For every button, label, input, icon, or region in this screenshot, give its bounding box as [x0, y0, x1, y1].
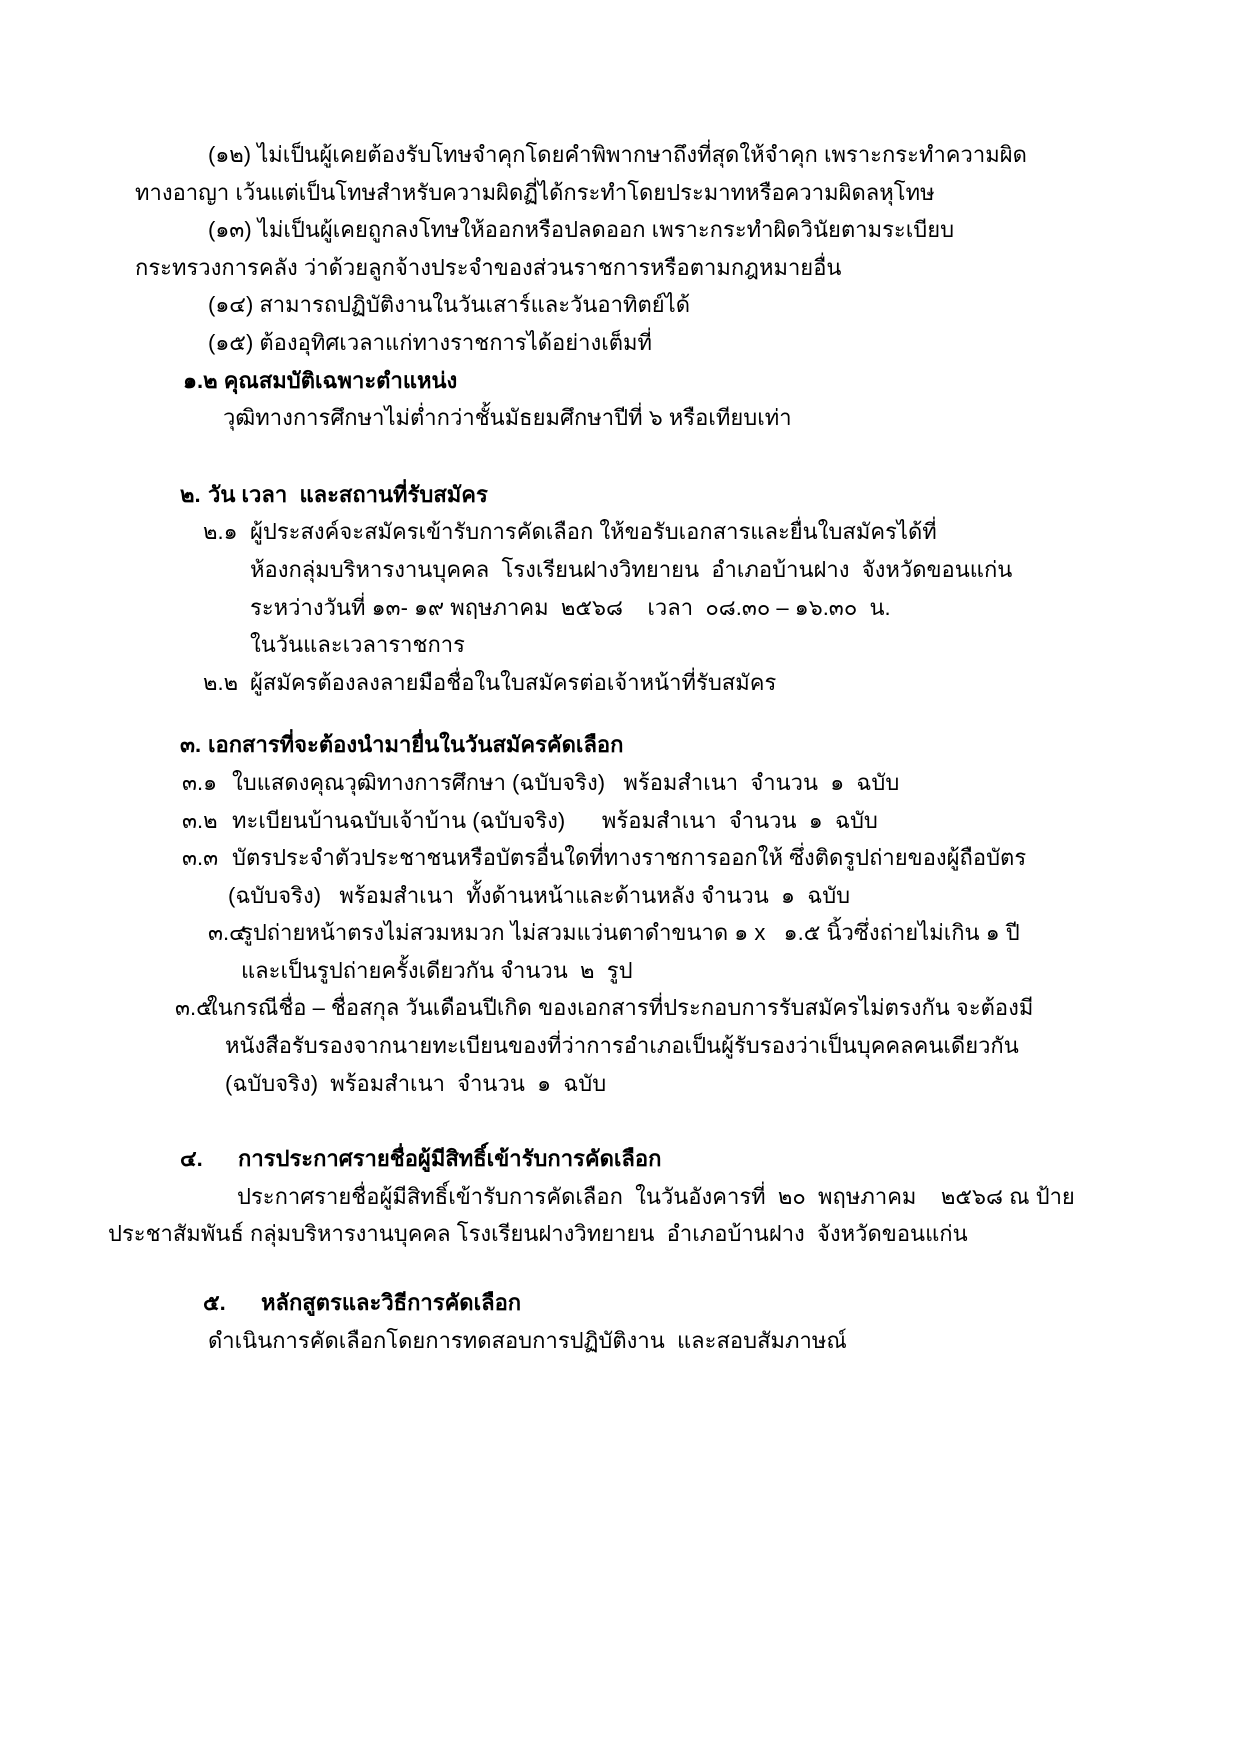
item-2-2	[203, 664, 1153, 702]
item-3-3-line-2: (ฉบับจริง) พร้อมสำเนา ทั้งด้านหน้าและด้านหลัง จำนวน ๑ ฉบับ	[228, 882, 851, 908]
item-3-3	[182, 839, 1153, 877]
item-3-1-text: ใบแสดงคุณวุฒิทางการศึกษา (ฉบับจริง) พร้อมสำเนา จำนวน ๑ ฉบับ	[232, 769, 900, 795]
item-2-1	[203, 513, 1153, 551]
item-3-4-line-2: และเป็นรูปถ่ายครั้งเดียวกัน จำนวน ๒ รูป	[241, 957, 633, 983]
item-3-4-number: ๓.๔	[208, 920, 246, 946]
item-3-3-number: ๓.๓	[182, 845, 219, 871]
section-2-number: ๒.	[180, 481, 201, 507]
item-2-1-text: ผู้ประสงค์จะสมัครเข้ารับการคัดเลือก ให้ขอรับเอกสารและยื่นใบสมัครได้ที่	[250, 519, 937, 545]
section-2-title: วัน เวลา และสถานที่รับสมัคร	[208, 481, 488, 507]
item-3-5-line-3: (ฉบับจริง) พร้อมสำเนา จำนวน ๑ ฉบับ	[225, 1070, 607, 1096]
document-content	[108, 136, 1153, 1359]
section-5-number: ๕.	[203, 1290, 226, 1316]
section-3-title: เอกสารที่จะต้องนำมายื่นในวันสมัครคัดเลือก	[208, 732, 624, 758]
spacer	[108, 1102, 1153, 1140]
clause-13-line-2: กระทรวงการคลัง ว่าด้วยลูกจ้างประจำของส่วนราชการหรือตามกฎหมายอื่น	[135, 254, 842, 280]
clause-12-line-1: (๑๒) ไม่เป็นผู้เคยต้องรับโทษจำคุกโดยคำพิพากษาถึงที่สุดให้จำคุก เพราะกระทำความผิด	[208, 142, 1027, 167]
spacer	[108, 437, 1153, 476]
section-2-heading	[180, 476, 1153, 514]
item-3-1	[182, 764, 1153, 802]
item-3-2	[182, 802, 1153, 840]
section-3-heading	[180, 726, 1153, 764]
section-5-heading	[203, 1284, 1153, 1322]
spacer	[108, 701, 1153, 726]
clause-12-line-2: ทางอาญา เว้นแต่เป็นโทษสำหรับความผิดฏี่ได้กระทำโดยประมาทหรือความผิดลหุโทษ	[135, 179, 935, 205]
item-3-5-line-2: หนังสือรับรองจากนายทะเบียนของที่ว่าการอำเภอเป็นผู้รับรองว่าเป็นบุคคลคนเดียวกัน	[225, 1033, 1019, 1059]
item-3-5	[175, 989, 1153, 1027]
section-4-line-1: ประกาศรายชื่อผู้มีสิทธิ์เข้ารับการคัดเลือก ในวันอังคารที่ ๒๐ พฤษภาคม ๒๕๖๘ ณ ป้าย	[237, 1183, 1075, 1209]
clause-15-line-1: (๑๕) ต้องอุทิศเวลาแก่ทางราชการได้อย่างเต็มที่	[208, 329, 653, 355]
section-5-line-1: ดำเนินการคัดเลือกโดยการทดสอบการปฏิบัติงาน และสอบสัมภาษณ์	[208, 1327, 847, 1353]
item-2-1-line-2: ห้องกลุ่มบริหารงานบุคคล โรงเรียนฝางวิทยายน อำเภอบ้านฝาง จังหวัดขอนแก่น	[250, 556, 1013, 582]
item-2-1-line-3: ระหว่างวันที่ ๑๓- ๑๙ พฤษภาคม ๒๕๖๘ เวลา ๐๘.๓๐ – ๑๖.๓๐ น.	[250, 594, 891, 620]
section-1-2-body: วุฒิทางการศึกษาไม่ต่ำกว่าชั้นมัธยมศึกษาปีที่ ๖ หรือเทียบเท่า	[223, 405, 792, 431]
section-4-title: การประกาศรายชื่อผู้มีสิทธิ์เข้ารับการคัดเลือก	[238, 1146, 662, 1172]
section-5-title: หลักสูตรและวิธีการคัดเลือก	[261, 1290, 522, 1316]
item-3-5-number: ๓.๕	[175, 995, 213, 1021]
clause-14-line-1: (๑๔) สามารถปฏิบัติงานในวันเสาร์และวันอาทิตย์ได้	[208, 292, 691, 318]
section-4-number: ๔.	[180, 1146, 203, 1172]
item-3-4	[208, 914, 1153, 952]
item-3-3-text: บัตรประจำตัวประชาชนหรือบัตรอื่นใดที่ทางราชการออกให้ ซึ่งติดรูปถ่ายของผู้ถือบัตร	[232, 845, 1027, 871]
item-3-2-text: ทะเบียนบ้านฉบับเจ้าบ้าน (ฉบับจริง) พร้อมสำเนา จำนวน ๑ ฉบับ	[232, 807, 878, 833]
item-3-2-number: ๓.๒	[182, 807, 218, 833]
section-4-line-2: ประชาสัมพันธ์ กลุ่มบริหารงานบุคคล โรงเรียนฝางวิทยายน อำเภอบ้านฝาง จังหวัดขอนแก่น	[108, 1221, 968, 1247]
item-3-4-text: รูปถ่ายหน้าตรงไม่สวมหมวก ไม่สวมแว่นตาดำขนาด ๑ x ๑.๕ นิ้วซึ่งถ่ายไม่เกิน ๑ ปี	[241, 920, 1020, 946]
item-3-1-number: ๓.๑	[182, 769, 218, 795]
spacer	[108, 1253, 1153, 1284]
item-2-1-number: ๒.๑	[203, 519, 238, 545]
section-1-2-heading: ๑.๒ คุณสมบัติเฉพาะตำแหน่ง	[183, 367, 458, 393]
item-3-5-text: ในกรณีชื่อ – ชื่อสกุล วันเดือนปีเกิด ของเอกสารที่ประกอบการรับสมัครไม่ตรงกัน จะต้องมี	[207, 995, 1034, 1021]
item-2-2-text: ผู้สมัครต้องลงลายมือชื่อในใบสมัครต่อเจ้าหน้าที่รับสมัคร	[250, 669, 777, 695]
section-4-heading	[180, 1140, 1153, 1178]
section-3-number: ๓.	[180, 732, 202, 758]
clause-13-line-1: (๑๓) ไม่เป็นผู้เคยถูกลงโทษให้ออกหรือปลดออก เพราะกระทำผิดวินัยตามระเบียบ	[208, 217, 955, 243]
item-2-2-number: ๒.๒	[203, 669, 239, 695]
item-2-1-line-4: ในวันและเวลาราชการ	[250, 632, 465, 658]
